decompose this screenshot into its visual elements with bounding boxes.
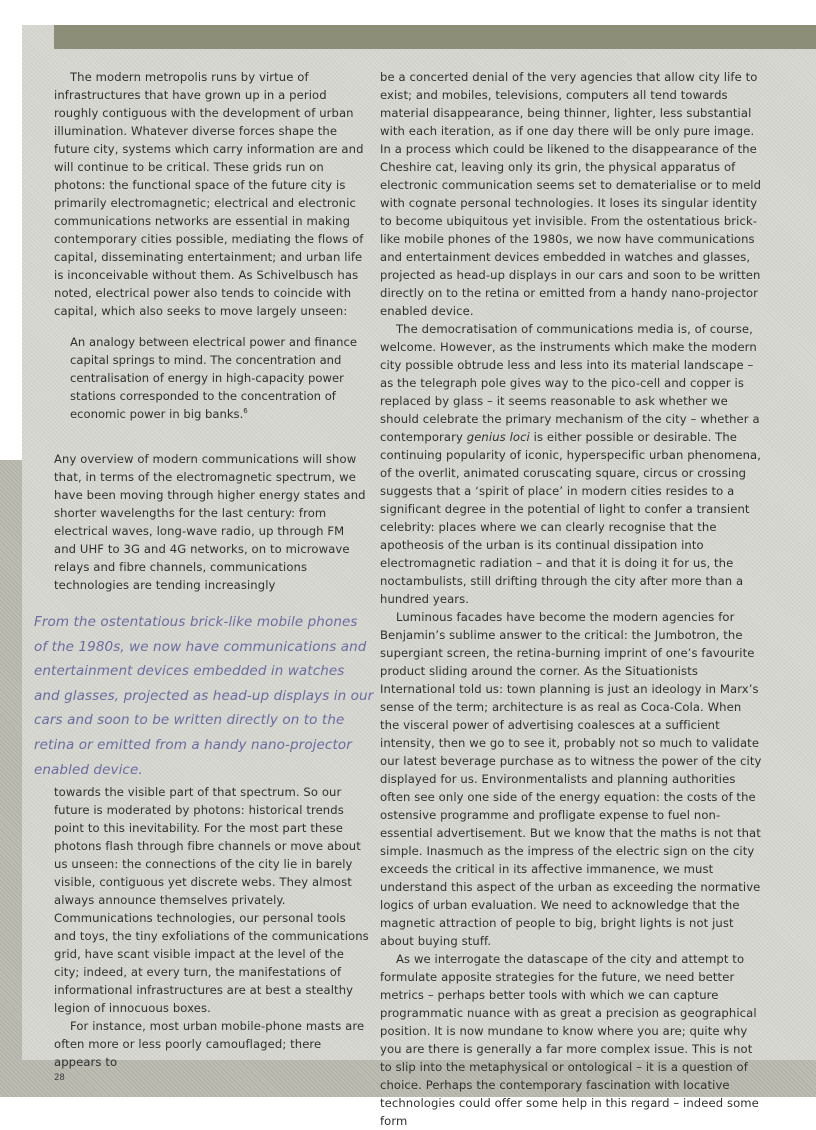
paragraph-text: is either possible or desirable. The continuing popularity of iconic, hyperspecific urban phenomena, of the overlit, animated coruscating square, circus or crossing suggests that a ‘spirit of place’ in modern cities resides to a significant degree in the potential of light to confer a transient celebrity: places where we can clearly recognise that the apotheosis of the urban is its continual dissipation into electromagnetic radiation – and that it is doing it for us, the noctambulists, still drifting through the city after more than a hundred years.: [380, 430, 762, 606]
body-paragraph: [380, 320, 762, 608]
pull-quote: From the ostentatious brick-like mobile phones of the 1980s, we now have communications and entertainment devices embedded in watches and glasses, projected as head-up displays in our cars and soon to be written directly on to the retina or emitted from a handy nano-projector enabled device.: [34, 614, 374, 778]
footnote-marker: 6: [243, 407, 248, 415]
paragraph-text: The democratisation of communications media is, of course, welcome. However, as the instruments which make the modern city possible obtrude less and less into its material landscape – as the telegraph pole gives way to the pico-cell and copper is replaced by glass – it seems reasonable to ask whether we should celebrate the primary mechanism of the city – whether a contemporary: [380, 322, 760, 444]
page-number: 28: [54, 1073, 65, 1083]
left-column-bottom: [54, 783, 370, 1071]
body-paragraph: For instance, most urban mobile-phone masts are often more or less poorly camouflaged; there appears to: [54, 1019, 365, 1069]
header-band: [54, 25, 816, 49]
body-paragraph: The modern metropolis runs by virtue of infrastructures that have grown up in a period roughly contiguous with the development of urban illumination. Whatever diverse forces shape the future city, systems which carry information are and will continue to be critical. These grids run on photons: the functional space of the future city is primarily electromagnetic; electrical and electronic communications networks are essential in making contemporary cities possible, mediating the flows of capital, disseminating entertainment; and urban life is inconceivable without them. As Schivelbusch has noted, electrical power also tends to coincide with capital, which also seeks to move largely unseen:: [54, 70, 364, 318]
body-paragraph: be a concerted denial of the very agencies that allow city life to exist; and mobiles, televisions, computers all tend towards material disappearance, being thinner, lighter, less substantial with each iteration, as if one day there will be only pure image. In a process which could be likened to the disappearance of the Cheshire cat, leaving only its grin, the physical apparatus of electronic communication seems set to dematerialise or to meld with cognate personal technologies. It loses its singular identity to become ubiquitous yet invisible. From the ostentatious brick-like mobile phones of the 1980s, we now have communications and entertainment devices embedded in watches and glasses, projected as head-up displays in our cars and soon to be written directly on to the retina or emitted from a handy nano-projector enabled device.: [380, 70, 762, 318]
block-quote: [70, 333, 370, 423]
italic-term: genius loci: [466, 430, 530, 444]
body-paragraph: Any overview of modern communications will show that, in terms of the electromagnetic spectrum, we have been moving through higher energy states and shorter wavelengths for the last century: from electrical waves, long-wave radio, up through FM and UHF to 3G and 4G networks, on to microwave relays and fibre channels, communications technologies are tending increasingly: [54, 452, 366, 592]
right-column: [380, 68, 762, 1130]
left-column-middle: [54, 450, 370, 594]
left-texture-strip: [0, 460, 22, 1097]
left-column-intro: [54, 68, 370, 320]
left-margin: [0, 0, 22, 460]
body-paragraph: Luminous facades have become the modern agencies for Benjamin’s sublime answer to the critical: the Jumbotron, the supergiant screen, the retina-burning imprint of one’s favourite product sliding around the corner. As the Situationists International told us: town planning is just an ideology in Marx’s sense of the term; architecture is as real as Coca-Cola. When the visceral power of advertising coalesces at a sufficient intensity, then we go to see it, probably not so much to validate our latest beverage purchase as to witness the power of the city displayed for us. Environmentalists and planning authorities often see only one side of the energy equation: the costs of the ostensive programme and profligate expense to fuel non-essential advertisement. But we know that the maths is not that simple. Inasmuch as the impress of the electric sign on the city exceeds the critical in its affective immanence, we must understand this aspect of the urban as exceeding the normative logics of urban evaluation. We need to acknowledge that the magnetic attraction of people to big, bright lights is not just about buying stuff.: [380, 610, 762, 948]
top-margin: [0, 0, 816, 25]
block-quote-text: An analogy between electrical power and finance capital springs to mind. The concentration and centralisation of energy in high-capacity power stations corresponded to the concentration of economic power in big banks.: [70, 335, 357, 421]
body-paragraph: As we interrogate the datascape of the city and attempt to formulate apposite strategies for the future, we need better metrics – perhaps better tools with which we can capture programmatic nuance with as great a precision as geographical position. It is now mundane to know where you are; quite why you are there is generally a far more complex issue. This is not to slip into the metaphysical or ontological – it is a question of choice. Perhaps the contemporary fascination with locative technologies could offer some help in this regard – indeed some form: [380, 952, 759, 1128]
body-paragraph: towards the visible part of that spectrum. So our future is moderated by photons: historical trends point to this inevitability. For the most part these photons flash through fibre channels or move about us unseen: the connections of the city lie in barely visible, contiguous yet discrete webs. They almost always announce themselves privately. Communications technologies, our personal tools and toys, the tiny exfoliations of the communications grid, have scant visible impact at the level of the city; indeed, at every turn, the manifestations of informational infrastructures are at best a stealthy legion of innocuous boxes.: [54, 785, 369, 1015]
